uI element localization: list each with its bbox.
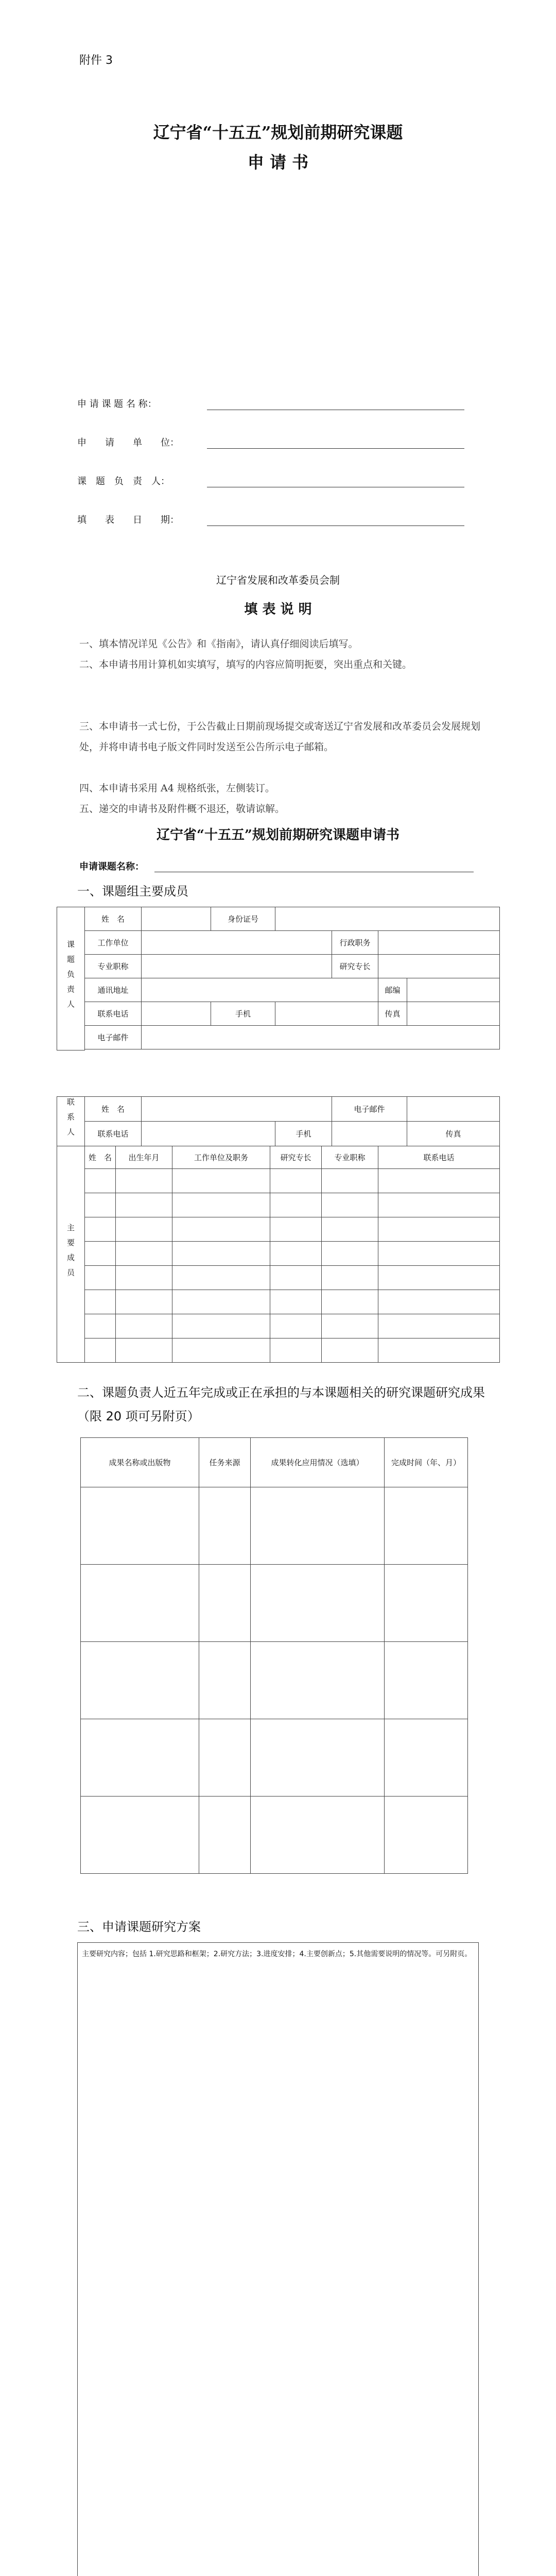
members-header-unit: 工作单位及职务: [172, 1146, 270, 1169]
table-row[interactable]: [81, 1797, 468, 1874]
results-header-name: 成果名称或出版物: [81, 1438, 199, 1487]
leader-id-label: 身份证号: [211, 907, 275, 931]
leader-address-cell[interactable]: [142, 978, 378, 1002]
contact-table: [57, 1096, 500, 1146]
instructions-title: 填 表 说 明: [244, 602, 312, 617]
table-row[interactable]: [81, 1487, 468, 1565]
members-table: [57, 1146, 500, 1363]
leader-phone-label: 联系电话: [85, 1002, 142, 1026]
table-row[interactable]: [57, 1266, 500, 1290]
form-title: 辽宁省“十五五”规划前期研究课题申请书: [157, 827, 399, 843]
contact-phone-label: 联系电话: [85, 1122, 142, 1146]
table-row[interactable]: [57, 1314, 500, 1338]
leader-postcode-label: 邮编: [378, 978, 407, 1002]
field-unit-label: 申 请 单 位：: [77, 437, 179, 448]
table-row[interactable]: [57, 1338, 500, 1363]
leader-position-label: 行政职务: [332, 931, 378, 955]
table-row[interactable]: [81, 1719, 468, 1797]
results-header-date: 完成时间（年、月）: [385, 1438, 468, 1487]
leader-name-cell[interactable]: [142, 907, 211, 931]
table-row[interactable]: [57, 1242, 500, 1266]
leader-email-label: 电子邮件: [85, 1026, 142, 1049]
instruction-1: 一、填本情况详见《公告》和《指南》，请认真仔细阅读后填写。: [79, 638, 358, 650]
field-date-label: 填 表 日 期：: [77, 515, 179, 526]
leader-mobile-label: 手机: [211, 1002, 275, 1026]
leader-unit-cell[interactable]: [142, 931, 332, 955]
leader-fax-cell[interactable]: [407, 1002, 500, 1026]
members-header-name: 姓 名: [85, 1146, 116, 1169]
field-leader-label: 课 题 负 责 人：: [77, 476, 170, 487]
section-3-title: 三、申请课题研究方案: [77, 1920, 201, 1934]
leader-mobile-cell[interactable]: [275, 1002, 378, 1026]
leader-email-cell[interactable]: [142, 1026, 500, 1049]
table-row[interactable]: [81, 1565, 468, 1642]
table-row[interactable]: [57, 1193, 500, 1217]
contact-fax-cell[interactable]: [407, 1122, 500, 1146]
table-row[interactable]: [81, 1642, 468, 1719]
leader-phone-cell[interactable]: [142, 1002, 211, 1026]
leader-title-cell[interactable]: [142, 955, 332, 978]
results-header-source: 任务来源: [199, 1438, 251, 1487]
cover-subtitle: 申 请 书: [247, 152, 309, 172]
members-header-title: 专业职称: [322, 1146, 378, 1169]
research-plan-box[interactable]: [77, 1942, 479, 2576]
topic-label: 申请课题名称：: [79, 861, 144, 872]
leader-title-label: 专业职称: [85, 955, 142, 978]
leader-postcode-cell[interactable]: [407, 978, 500, 1002]
table-row[interactable]: [57, 1169, 500, 1193]
contact-group-label: 联系人: [57, 1097, 85, 1146]
contact-name-label: 姓 名: [85, 1097, 142, 1122]
leader-area-label: 研究专长: [332, 955, 378, 978]
leader-id-cell[interactable]: [275, 907, 500, 931]
leader-position-cell[interactable]: [378, 931, 500, 955]
members-header-birth: 出生年月: [116, 1146, 172, 1169]
leader-area-cell[interactable]: [378, 955, 500, 978]
members-group-label: 主要成员: [57, 1146, 85, 1363]
contact-email-cell[interactable]: [407, 1097, 500, 1122]
section-2-title: 二、课题负责人近五年完成或正在承担的与本课题相关的研究课题研究成果（限 20 项可另附页）: [77, 1385, 485, 1423]
results-header-application: 成果转化应用情况（选填）: [251, 1438, 385, 1487]
table-row[interactable]: [57, 1290, 500, 1314]
field-unit-line: [207, 448, 464, 449]
instruction-2: 二、本申请书用计算机如实填写，填写的内容应简明扼要，突出重点和关键。: [79, 659, 412, 670]
leader-table: [57, 907, 500, 1050]
instruction-3: 三、本申请书一式七份，于公告截止日期前现场提交或寄送辽宁省发展和改革委员会发展规划处，并将申请书电子版文件同时发送至公告所示电子邮箱。: [79, 721, 481, 753]
field-topic-label: 申 请 课 题 名 称：: [77, 399, 157, 410]
leader-group-label: 课题负责人: [57, 907, 85, 1050]
research-plan-note: 主要研究内容；包括 1.研究思路和框架；2.研究方法；3.进度安排；4.主要创新点；5.其他需要说明的情况等。可另附页。: [82, 1950, 472, 1958]
attachment-label: 附件 3: [79, 54, 113, 67]
contact-name-cell[interactable]: [142, 1097, 332, 1122]
results-table: [80, 1437, 468, 1874]
contact-phone-cell[interactable]: [142, 1122, 275, 1146]
cover-title: 辽宁省“十五五”规划前期研究课题: [153, 123, 403, 142]
table-row[interactable]: [57, 1217, 500, 1242]
instruction-4: 四、本申请书采用 A4 规格纸张，左侧装订。: [79, 783, 275, 794]
leader-address-label: 通讯地址: [85, 978, 142, 1002]
leader-unit-label: 工作单位: [85, 931, 142, 955]
instruction-5: 五、递交的申请书及附件概不退还，敬请谅解。: [79, 803, 285, 815]
members-header-phone: 联系电话: [378, 1146, 500, 1169]
contact-fax-label: 传真: [445, 1129, 461, 1139]
contact-mobile-cell[interactable]: [332, 1122, 407, 1146]
leader-fax-label: 传真: [378, 1002, 407, 1026]
contact-email-label: 电子邮件: [332, 1097, 407, 1122]
members-header-area: 研究专长: [270, 1146, 322, 1169]
section-1-title: 一、课题组主要成员: [77, 884, 188, 899]
issuing-org: 辽宁省发展和改革委员会制: [216, 574, 340, 586]
contact-mobile-label: 手机: [275, 1122, 332, 1146]
leader-name-label: 姓 名: [85, 907, 142, 931]
